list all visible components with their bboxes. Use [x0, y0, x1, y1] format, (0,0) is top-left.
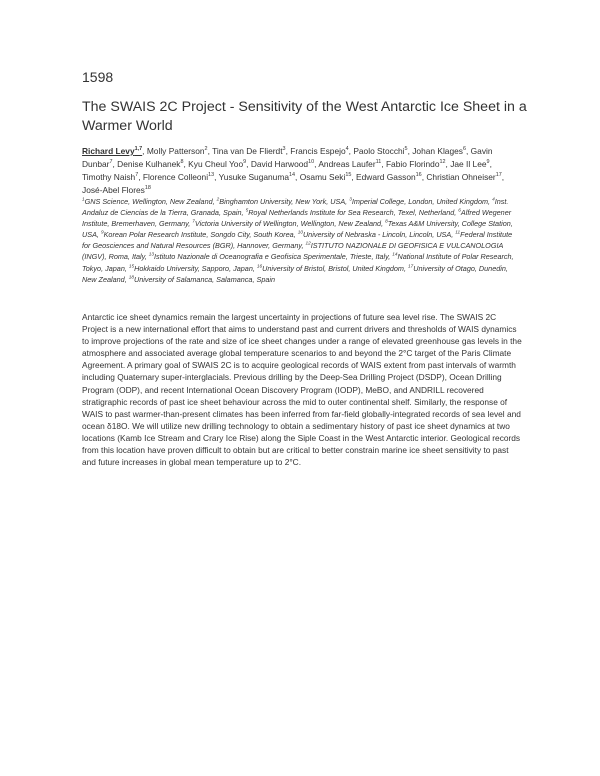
author-list: Richard Levy$^{1,7}$, Molly Patterson$^2$, Tina van De Flierdt$^3$, Francis Espejo$^4$, Paolo Stocchi$^5$, Johan Klages$^6$, Gavin Dunbar$^7$, Denise Kulhanek$^8$, Kyu Cheul Yoo$^9$, David Harwood$^{10}$, Andreas Laufer$^{11}$, Fabio Florindo$^{12}$, Jae Il Lee$^9$, Timothy Naish$^7$, Florence Colleoni$^{13}$, Yusuke Suganuma$^{14}$, Osamu Seki$^{15}$, Edward Gasson$^{16}$, Christian Ohneiser$^{17}$, José-Abel Flores$^{18}$	[82, 146, 505, 196]
author	[143, 172, 214, 182]
author	[290, 146, 348, 156]
affiliation-number: 6	[458, 207, 461, 213]
author-name: Francis Espejo	[290, 146, 346, 156]
affiliation	[192, 219, 381, 228]
affiliation-number: 4	[492, 196, 495, 202]
affiliation	[82, 197, 213, 206]
affiliation-text: Inst. Andaluz de Ciencias de la Tierra, Granada, Spain	[82, 197, 509, 218]
affiliation	[349, 197, 488, 206]
affiliation-text: Hokkaido University, Sapporo, Japan	[134, 263, 253, 273]
author-affiliation-ref: 5	[404, 146, 408, 153]
author-name: Jae Il Lee	[450, 159, 487, 170]
affiliation-text: Imperial College, London, United Kingdom	[351, 197, 489, 206]
affiliation-text: Istituto Nazionale di Oceanografia e Geofisica Sperimentale, Trieste, Italy	[153, 252, 389, 262]
author-name: Denise Kulhanek	[117, 159, 181, 170]
author-name: Kyu Cheul Yoo	[188, 159, 244, 170]
affiliation-number: 18	[128, 274, 134, 280]
affiliation-text: Korean Polar Research Institute, Songdo City, South Korea	[103, 230, 294, 240]
author-name: Edward Gasson	[356, 172, 416, 183]
author-name: Molly Patterson	[146, 146, 205, 156]
author-name: Fabio Florindo	[385, 159, 440, 170]
affiliation-number: 3	[349, 196, 352, 202]
author-name: Florence Colleoni	[142, 172, 209, 183]
affiliation-text: University of Otago, Dunedin, New Zealand	[82, 263, 508, 284]
affiliation	[217, 197, 345, 206]
author-name: Tina van De Flierdt	[212, 146, 283, 156]
affiliation	[101, 230, 294, 239]
author-affiliation-ref: 9	[243, 159, 247, 166]
author	[82, 172, 138, 182]
author-affiliation-ref: 3	[282, 146, 286, 153]
author-name: Andreas Laufer	[318, 159, 376, 170]
author	[147, 146, 208, 156]
author-affiliation-ref: 7	[135, 172, 139, 179]
author	[188, 159, 246, 169]
affiliation-text: Binghamton University, New York, USA	[219, 197, 346, 206]
paper-title: The SWAIS 2C Project - Sensitivity of the West Antarctic Ice Sheet in a Warmer World	[82, 99, 527, 134]
author	[300, 172, 352, 182]
author-affiliation-ref: 18	[144, 185, 151, 192]
author	[318, 159, 381, 169]
affiliation-text: GNS Science, Wellington, New Zealand	[84, 197, 213, 206]
affiliation-number: 9	[100, 229, 104, 235]
affiliation-text: Texas A&M University, College Station, USA	[82, 219, 513, 240]
affiliation	[129, 264, 253, 273]
affiliation	[257, 264, 404, 273]
author-affiliation-ref: 9	[486, 159, 490, 166]
affiliation-number: 12	[305, 240, 311, 246]
abstract-text: Antarctic ice sheet dynamics remain the largest uncertainty in projections of future sea level rise. The SWAIS 2C Project is a new international effort that aims to understand past and current drivers and thresholds of WAIS dynamics to improve projections of the rate and size of ice sheet changes under a range of elevated greenhouse gas levels in the atmosphere and associated average global temperature scenarios to and beyond the 2°C target of the Paris Climate Agreement. A primary goal of SWAIS 2C is to acquire geological records of WAIS extent from past intervals of warmth including Quaternary super-interglacials. Previous drilling by the Deep-Sea Drilling Project (DSDP), Ocean Drilling Program (ODP), and recent International Ocean Discovery Program (IODP), MeBO, and ANDRILL recovered stratigraphic records of past ice sheet behaviour across the mid to outer continental shelf. Similarly, the response of WAIS to past warmer-than-present climates has been inferred from far-field globally-integrated records of sea level and ocean δ18O. We will utilize new drilling technology to obtain a sedimentary history of past ice sheet dynamics at two locations (Kamb Ice Stream and Crary Ice Rise) along the Siple Coast in the West Antarctic interior. Geological records from this location have proven difficult to obtain but are critical to better constrain marine ice sheet sensitivity to past and future increases in global mean temperature up to 2°C.	[82, 312, 522, 468]
author-name: Johan Klages	[412, 146, 463, 156]
author-affiliation-ref: 12	[439, 159, 446, 166]
author-affiliation-ref: 16	[415, 172, 422, 179]
affiliation-number: 8	[385, 218, 388, 224]
author-name: Gavin Dunbar	[82, 146, 493, 170]
affiliation-text: Royal Netherlands Institute for Sea Research, Texel, Netherland	[248, 208, 455, 218]
author	[356, 172, 422, 182]
affiliation-text: University of Nebraska - Lincoln, Lincoln, USA	[302, 230, 452, 240]
affiliation-text: Alfred Wegener Institute, Bremerhaven, Germany	[82, 208, 512, 229]
affiliation	[129, 275, 275, 284]
author-affiliation-ref: 11	[375, 159, 382, 166]
author-affiliation-ref: 4	[345, 146, 349, 153]
author	[426, 172, 501, 182]
affiliation	[298, 230, 452, 239]
author	[386, 159, 446, 169]
affiliation-text: Federal Institute for Geosciences and Natural Resources (BGR), Hannover, Germany	[82, 230, 513, 251]
author-affiliation-ref: 1,7	[134, 146, 143, 153]
affiliation-number: 13	[148, 252, 154, 258]
author	[251, 159, 314, 169]
author-name: José-Abel Flores	[82, 185, 145, 196]
author	[117, 159, 183, 169]
affiliation-list: $^1$GNS Science, Wellington, New Zealand, $^2$Binghamton University, New York, USA, $^3$Imperial College, London, United Kingdom, $^4$Inst. Andaluz de Ciencias de la Tierra, Granada, Spain, $^5$Royal Netherlands Institute for Sea Research, Texel, Netherland, $^6$Alfred Wegener Institute, Bremerhaven, Germany, $^7$Victoria University of Wellington, Wellington, New Zealand, $^8$Texas A&M University, College Station, USA, $^9$Korean Polar Research Institute, Songdo City, South Korea, $^{10}$University of Nebraska - Lincoln, Lincoln, USA, $^{11}$Federal Institute for Geosciences and Natural Resources (BGR), Hannover, Germany, $^{12}$ISTITUTO NAZIONALE DI GEOFISICA E VULCANOLOGIA (INGV), Roma, Italy, $^{13}$Istituto Nazionale di Oceanografia e Geofisica Sperimentale, Trieste, Italy, $^{14}$National Institute of Polar Research, Tokyo, Japan, $^{15}$Hokkaido University, Sapporo, Japan, $^{16}$University of Bristol, Bristol, United Kingdom, $^{17}$University of Otago, Dunedin, New Zealand, $^{18}$University of Salamanca, Salamanca, Spain	[82, 196, 514, 284]
author-affiliation-ref: 17	[495, 172, 502, 179]
author	[353, 146, 407, 156]
author-affiliation-ref: 14	[288, 172, 296, 179]
affiliation-text: Victoria University of Wellington, Wellington, New Zealand	[194, 219, 382, 229]
affiliation-number: 16	[256, 263, 263, 269]
author-name: Osamu Seki	[299, 172, 346, 183]
author-affiliation-ref: 2	[204, 146, 208, 153]
affiliation-number: 10	[297, 229, 303, 235]
author	[412, 146, 466, 156]
affiliation-number: 14	[392, 252, 398, 258]
page-number: 1598	[82, 69, 114, 85]
author-affiliation-ref: 15	[345, 172, 352, 179]
author-name: David Harwood	[250, 159, 309, 170]
affiliation-text: National Institute of Polar Research, Tokyo, Japan	[82, 252, 514, 273]
author	[82, 185, 151, 195]
presenting-author	[82, 146, 142, 156]
author-affiliation-ref: 6	[462, 146, 467, 153]
author	[219, 172, 295, 182]
affiliation-number: 2	[216, 196, 220, 202]
author-name: Richard Levy	[82, 146, 135, 156]
author-name: Christian Ohneiser	[426, 172, 496, 183]
affiliation-number: 15	[128, 263, 135, 269]
affiliation	[246, 208, 455, 217]
author-name: Yusuke Suganuma	[218, 172, 289, 183]
author-affiliation-ref: 8	[180, 159, 184, 166]
author	[450, 159, 489, 169]
author-name: Timothy Naish	[82, 172, 136, 183]
affiliation-text: ISTITUTO NAZIONALE DI GEOFISICA E VULCANOLOGIA (INGV), Roma, Italy	[82, 241, 504, 262]
author-affiliation-ref: 7	[109, 159, 113, 166]
affiliation-text: University of Bristol, Bristol, United Kingdom	[262, 263, 404, 273]
affiliation	[149, 252, 389, 261]
author-affiliation-ref: 10	[308, 159, 315, 166]
affiliation-number: 1	[82, 196, 85, 202]
author-name: Paolo Stocchi	[353, 146, 405, 156]
affiliation-number: 5	[245, 207, 249, 213]
affiliation-number: 7	[192, 218, 195, 224]
affiliation-text: University of Salamanca, Salamanca, Spain	[133, 274, 276, 284]
affiliation-number: 11	[455, 229, 461, 235]
author	[212, 146, 285, 156]
author-affiliation-ref: 13	[208, 172, 215, 179]
affiliation-number: 17	[408, 263, 414, 269]
